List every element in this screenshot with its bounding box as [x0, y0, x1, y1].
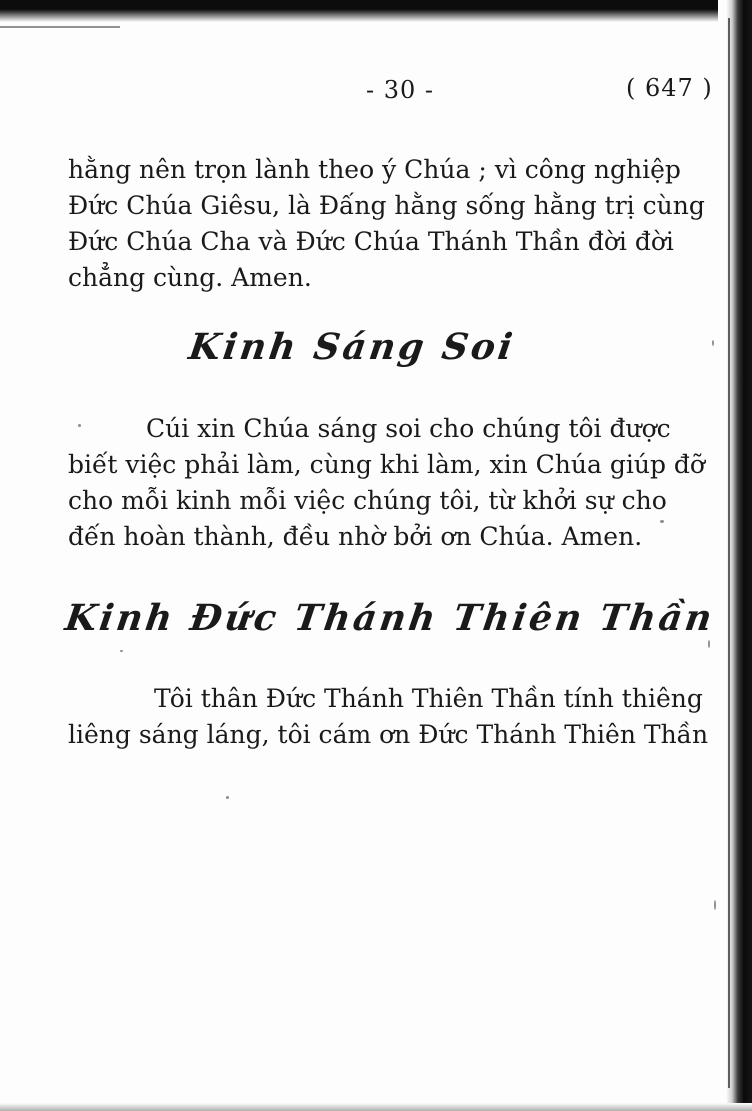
page-header: [0, 76, 752, 106]
scan-speck: [712, 340, 714, 346]
scan-speck: [78, 424, 81, 427]
page-reference-number: ( 647 ): [626, 74, 713, 102]
scan-speck: [660, 520, 664, 523]
heading-kinh-duc-thanh-thien-than: Kinh Đức Thánh Thiên Thần: [62, 597, 718, 639]
paragraph-continuation: hằng nên trọn lành theo ý Chúa ; vì công nghiệp Đức Chúa Giêsu, là Đấng hằng sống hằng trị cùng Đức Chúa Cha và Đức Chúa Thánh Thần đời đời chẳng cùng. Amen.: [68, 155, 705, 292]
paragraph-kinh-duc-thanh-thien-than: Tôi thân Đức Thánh Thiên Thần tính thiêng liêng sáng láng, tôi cám ơn Đức Thánh Thiên Thần: [68, 684, 709, 749]
scan-speck: [120, 650, 123, 652]
scan-speck: [226, 796, 229, 799]
page-top-shadow: [0, 0, 752, 22]
scan-speck: [708, 640, 710, 648]
page-top-rule: [0, 26, 120, 28]
page-number: - 30 -: [366, 76, 435, 104]
page-right-edge-line: [728, 18, 730, 1088]
heading-kinh-sang-soi: Kinh Sáng Soi: [186, 326, 518, 368]
page-right-binding-shadow: [718, 0, 752, 1111]
paragraph-kinh-sang-soi: Cúi xin Chúa sáng soi cho chúng tôi được biết việc phải làm, cùng khi làm, xin Chúa giúp đỡ cho mỗi kinh mỗi việc chúng tôi, từ khởi sự cho đến hoàn thành, đều nhờ bởi ơn Chúa. Amen.: [68, 414, 705, 551]
scan-speck: [714, 900, 716, 910]
page-bottom-shadow: [0, 1103, 752, 1111]
